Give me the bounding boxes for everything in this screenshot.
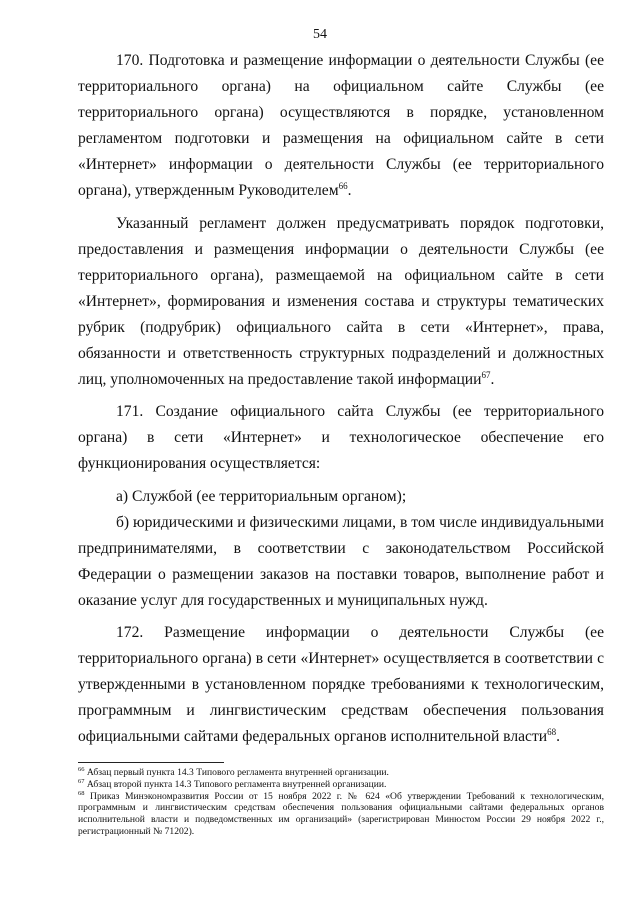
footnote-number: 68	[78, 789, 85, 797]
footnote-67	[78, 779, 604, 791]
footnote-text: Приказ Минэкономразвития России от 15 ноября 2022 г. № 624 «Об утверждении Требований к технологическим, программным и лингвистическим средствам обеспечения пользования официальными сайтами федеральных органов исполнительной власти и подведомственных им организаций» (зарегистрирован Минюстом России 29 ноября 2022 г., регистрационный № 71202).	[78, 790, 604, 837]
page-number: 54	[313, 27, 327, 42]
footnote-number: 67	[78, 777, 85, 785]
footnote-divider	[78, 762, 224, 763]
footnote-ref-67[interactable]: 67	[481, 370, 491, 381]
list-item-b: б) юридическими и физическими лицами, в том числе индивидуальными предпринимателями, в соответствии с законодательством Российской Федерации о размещении заказов на поставки товаров, выполнение работ и оказание услуг для государственных и муниципальных нужд.	[78, 513, 604, 609]
paragraph-172-text: 172. Размещение информации о деятельности Службы (ее территориального органа) в сети «Интернет» осуществляется в соответствии с утвержденными в установленном порядке требованиями к технологическим, программным и лингвистическим средствам обеспечения пользования официальными сайтами федеральных органов исполнительной власти	[78, 623, 604, 746]
footnote-68	[78, 791, 604, 838]
paragraph-171-text: 171. Создание официального сайта Службы (ее территориального органа) в сети «Интернет» и технологическое обеспечение его функционирования осуществляется:	[78, 403, 604, 473]
footnote-number: 66	[78, 766, 85, 773]
footnotes	[78, 767, 604, 838]
footnote-text: Абзац первый пункта 14.3 Типового регламента внутренней организации.	[84, 767, 389, 778]
paragraph-172-tail: .	[556, 728, 561, 746]
paragraph-170-text: 170. Подготовка и размещение информации о деятельности Службы (ее территориального органа) на официальном сайте Службы (ее территориального органа) осуществляются в порядке, установленном регламентом подготовки и размещения на официальном сайте в сети «Интернет» информации о деятельности Службы (ее территориального органа), утвержденным Руководителем	[78, 52, 604, 200]
footnote-66	[78, 767, 604, 779]
paragraph-reglament-tail: .	[490, 371, 495, 389]
list-item-a: а) Службой (ее территориальным органом);	[116, 487, 407, 505]
paragraph-171	[78, 399, 604, 477]
document-body	[78, 48, 604, 756]
paragraph-170-tail: .	[347, 182, 352, 200]
footnote-text: Абзац второй пункта 14.3 Типового регламента внутренней организации.	[84, 778, 387, 790]
paragraph-reglament	[78, 211, 604, 394]
paragraph-reglament-text: Указанный регламент должен предусматривать порядок подготовки, предоставления и размещения информации о деятельности Службы (ее территориального органа), размещаемой на официальном сайте в сети «Интернет», формирования и изменения состава и структуры тематических рубрик (подрубрик) официального сайта в сети «Интернет», права, обязанности и ответственность структурных подразделений и должностных лиц, уполномоченных на предоставление такой информации	[78, 214, 604, 389]
footnote-ref-68[interactable]: 68	[547, 727, 557, 738]
footnote-ref-66[interactable]: 66	[338, 181, 348, 192]
paragraph-172	[78, 620, 604, 750]
paragraph-170	[78, 48, 604, 205]
